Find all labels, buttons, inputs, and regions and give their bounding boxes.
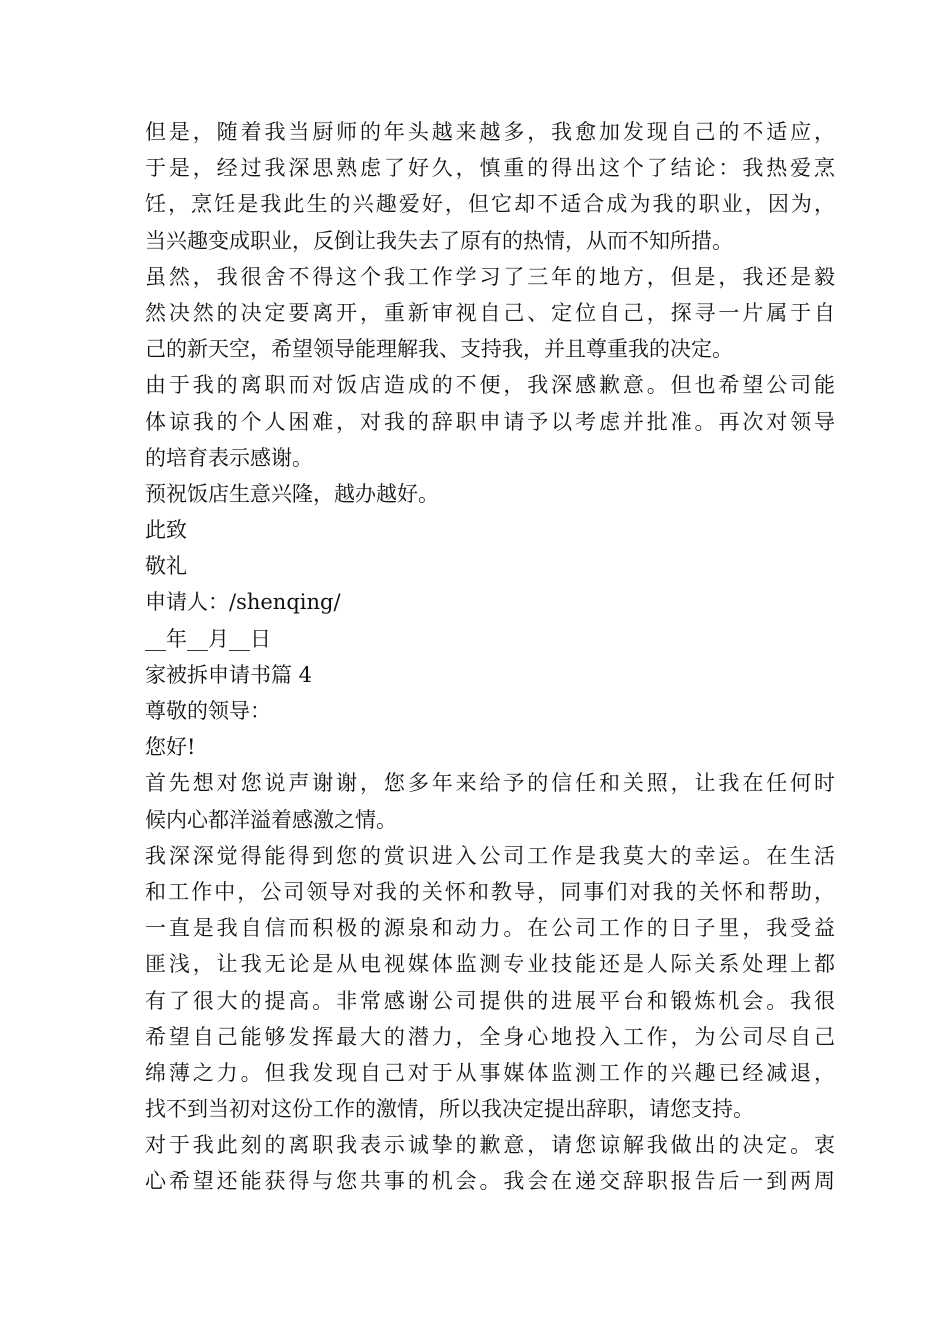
text-line: 当兴趣变成职业，反倒让我失去了原有的热情，从而不知所措。 — [145, 228, 733, 253]
text-line: 候内心都洋溢着感激之情。 — [145, 807, 397, 832]
text-line: 由于我的离职而对饭店造成的不便，我深感歉意。但也希望公司能 — [145, 373, 835, 398]
text-line: 己的新天空，希望领导能理解我、支持我，并且尊重我的决定。 — [145, 337, 733, 362]
text-line: 找不到当初对这份工作的激情，所以我决定提出辞职，请您支持。 — [145, 1097, 754, 1122]
text-line: 希望自己能够发挥最大的潜力，全身心地投入工作，为公司尽自己 — [145, 1024, 835, 1049]
text-line: 心希望还能获得与您共事的机会。我会在递交辞职报告后一到两周 — [145, 1169, 835, 1194]
text-line: 虽然，我很舍不得这个我工作学习了三年的地方，但是，我还是毅 — [145, 264, 835, 289]
date-line: __年__月__日 — [145, 626, 271, 651]
text-line: 此致 — [145, 518, 187, 543]
text-line: 和工作中，公司领导对我的关怀和教导，同事们对我的关怀和帮助， — [145, 879, 835, 904]
text-line: 对于我此刻的离职我表示诚挚的歉意，请您谅解我做出的决定。衷 — [145, 1133, 835, 1158]
text-line: 然决然的决定要离开，重新审视自己、定位自己，探寻一片属于自 — [145, 300, 835, 325]
text-line: 首先想对您说声谢谢，您多年来给予的信任和关照，让我在任何时 — [145, 771, 835, 796]
text-line: 于是，经过我深思熟虑了好久，慎重的得出这个了结论：我热爱烹 — [145, 156, 835, 181]
document-body — [145, 114, 835, 1200]
text-line: 敬礼 — [145, 554, 187, 579]
text-line: 有了很大的提高。非常感谢公司提供的进展平台和锻炼机会。我很 — [145, 988, 835, 1013]
text-line: 我深深觉得能得到您的赏识进入公司工作是我莫大的幸运。在生活 — [145, 843, 835, 868]
text-line: 预祝饭店生意兴隆，越办越好。 — [145, 481, 439, 506]
text-line: 一直是我自信而积极的源泉和动力。在公司工作的日子里，我受益 — [145, 916, 835, 941]
text-line: 但是，随着我当厨师的年头越来越多，我愈加发现自己的不适应， — [145, 120, 835, 144]
text-line: 饪，烹饪是我此生的兴趣爱好，但它却不适合成为我的职业，因为， — [145, 192, 835, 217]
text-line: 体谅我的个人困难，对我的辞职申请予以考虑并批准。再次对领导 — [145, 409, 835, 434]
greeting: 您好! — [145, 735, 196, 760]
text-line: 绵薄之力。但我发现自己对于从事媒体监测工作的兴趣已经减退， — [145, 1060, 835, 1085]
applicant-line: 申请人：/shenqing/ — [145, 590, 341, 615]
section-heading: 家被拆申请书篇 4 — [145, 662, 313, 687]
text-line: 的培育表示感谢。 — [145, 445, 313, 470]
text-line: 匪浅，让我无论是从电视媒体监测专业技能还是人际关系处理上都 — [145, 952, 835, 977]
salutation: 尊敬的领导： — [145, 699, 271, 723]
